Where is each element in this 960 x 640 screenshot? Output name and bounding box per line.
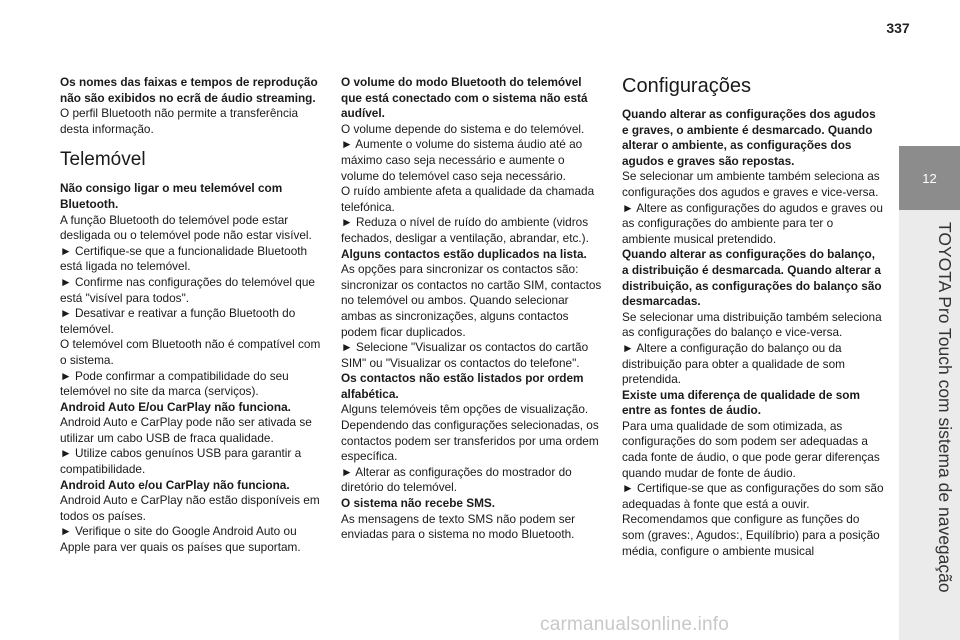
chapter-title: TOYOTA Pro Touch com sistema de navegação — [935, 222, 955, 593]
bullet-item: ► Altere as configurações do agudos e graves ou as configurações do ambiente para ter o ambiente musical pretendido. — [622, 200, 883, 246]
question-heading: O volume do modo Bluetooth do telemóvel que está conectado com o sistema não está audível. — [341, 75, 588, 121]
bullet-item: ► Aumente o volume do sistema áudio até ao máximo caso seja necessário e aumente o volume do telemóvel caso seja necessário. — [341, 137, 583, 183]
section-heading-configuracoes: Configurações — [622, 75, 751, 97]
bullet-item: ► Confirme nas configurações do telemóvel que está "visível para todos". — [60, 274, 315, 305]
section-heading-telemovel: Telemóvel — [60, 149, 146, 171]
answer-text: A função Bluetooth do telemóvel pode estar desligada ou o telemóvel pode não estar visível. — [60, 212, 312, 243]
bullet-item: ► Alterar as configurações do mostrador do diretório do telemóvel. — [341, 464, 572, 495]
bullet-item: ► Reduza o nível de ruído do ambiente (vidros fechados, desligar a ventilação, abrandar, etc.). — [341, 215, 589, 245]
answer-text: Se selecionar uma distribuição também seleciona as configurações do balanço e vice-versa. — [622, 309, 882, 340]
bullet-item: ► Certifique-se que a funcionalidade Bluetooth está ligada no telemóvel. — [60, 243, 308, 274]
column-3 — [622, 75, 884, 559]
question-heading: Quando alterar as configurações dos agudos e graves, o ambiente é desmarcado. Quando alterar o ambiente, as configurações dos agudos e graves são repostas. — [622, 107, 876, 168]
bullet-item: ► Desativar e reativar a função Bluetooth do telemóvel. — [60, 306, 296, 336]
watermark: carmanualsonline.info — [540, 614, 730, 635]
chapter-tab-label: 12 — [922, 170, 937, 186]
answer-text: O perfil Bluetooth não permite a transferência desta informação. — [60, 106, 299, 136]
chapter-tab[interactable] — [899, 146, 960, 210]
bullet-item: ► Altere a configuração do balanço ou da distribuição para obter a qualidade de som pretendida. — [622, 340, 845, 387]
bullet-item: ► Utilize cabos genuínos USB para garantir a compatibilidade. — [60, 446, 302, 477]
column-2 — [341, 75, 603, 543]
answer-text: O volume depende do sistema e do telemóvel. — [341, 121, 585, 136]
question-heading: Android Auto e/ou CarPlay não funciona. — [60, 477, 290, 492]
bullet-item: ► Selecione "Visualizar os contactos do cartão SIM" ou "Visualizar os contactos do telefone". — [341, 340, 589, 370]
question-heading: Existe uma diferença de qualidade de som entre as fontes de áudio. — [622, 387, 860, 418]
question-heading: Os nomes das faixas e tempos de reprodução não são exibidos no ecrã de áudio streaming. — [60, 75, 318, 105]
question-heading: Quando alterar as configurações do balanço, a distribuição é desmarcada. Quando alterar a distribuição, as configurações do balanço são desmarcadas. — [622, 247, 882, 309]
bullet-item: ► Pode confirmar a compatibilidade do seu telemóvel no site da marca (serviços). — [60, 368, 289, 399]
answer-text: Android Auto e CarPlay pode não ser ativada se utilizar um cabo USB de fraca qualidade. — [60, 415, 312, 445]
answer-text: Se selecionar um ambiente também seleciona as configurações dos agudos e graves e vice-versa. — [622, 169, 880, 199]
answer-text: As opções para sincronizar os contactos são: sincronizar os contactos no cartão SIM, contactos no telemóvel ou ambos. Quando selecionar ambas as sincronizações, alguns contactos podem ficar duplicados. — [341, 262, 602, 339]
bullet-item: ► Certifique-se que as configurações do som são adequadas à fonte que está a ouvir. Recomendamos que configure as funções do som (graves:, Agudos:, Equilíbrio) para a posição média, configure o ambiente musical — [622, 481, 884, 558]
question-heading: Não consigo ligar o meu telemóvel com Bluetooth. — [60, 181, 283, 211]
answer-text: Android Auto e CarPlay não estão disponíveis em todos os países. — [60, 493, 320, 523]
question-heading: Os contactos não estão listados por ordem alfabética. — [341, 371, 584, 401]
column-1 — [60, 75, 322, 556]
question-heading: Android Auto E/ou CarPlay não funciona. — [60, 399, 291, 414]
question-heading: Alguns contactos estão duplicados na lista. — [341, 246, 587, 261]
answer-text: Alguns telemóveis têm opções de visualização. Dependendo das configurações selecionadas, os contactos podem ser transferidos por uma ordem específica. — [341, 402, 599, 464]
page-number: 337 — [886, 20, 910, 36]
question-heading: O sistema não recebe SMS. — [341, 496, 496, 511]
answer-text: Para uma qualidade de som otimizada, as configurações do som podem ser adequadas a cada fonte de áudio, o que pode gerar diferenças quando mudar de fonte de áudio. — [622, 418, 880, 480]
bullet-item: ► Verifique o site do Google Android Auto ou Apple para ver quais os países que suportam. — [60, 524, 301, 555]
answer-text: As mensagens de texto SMS não podem ser enviadas para o sistema no modo Bluetooth. — [341, 511, 576, 542]
answer-text: O ruído ambiente afeta a qualidade da chamada telefónica. — [341, 184, 595, 214]
answer-text: O telemóvel com Bluetooth não é compatível com o sistema. — [60, 337, 321, 367]
